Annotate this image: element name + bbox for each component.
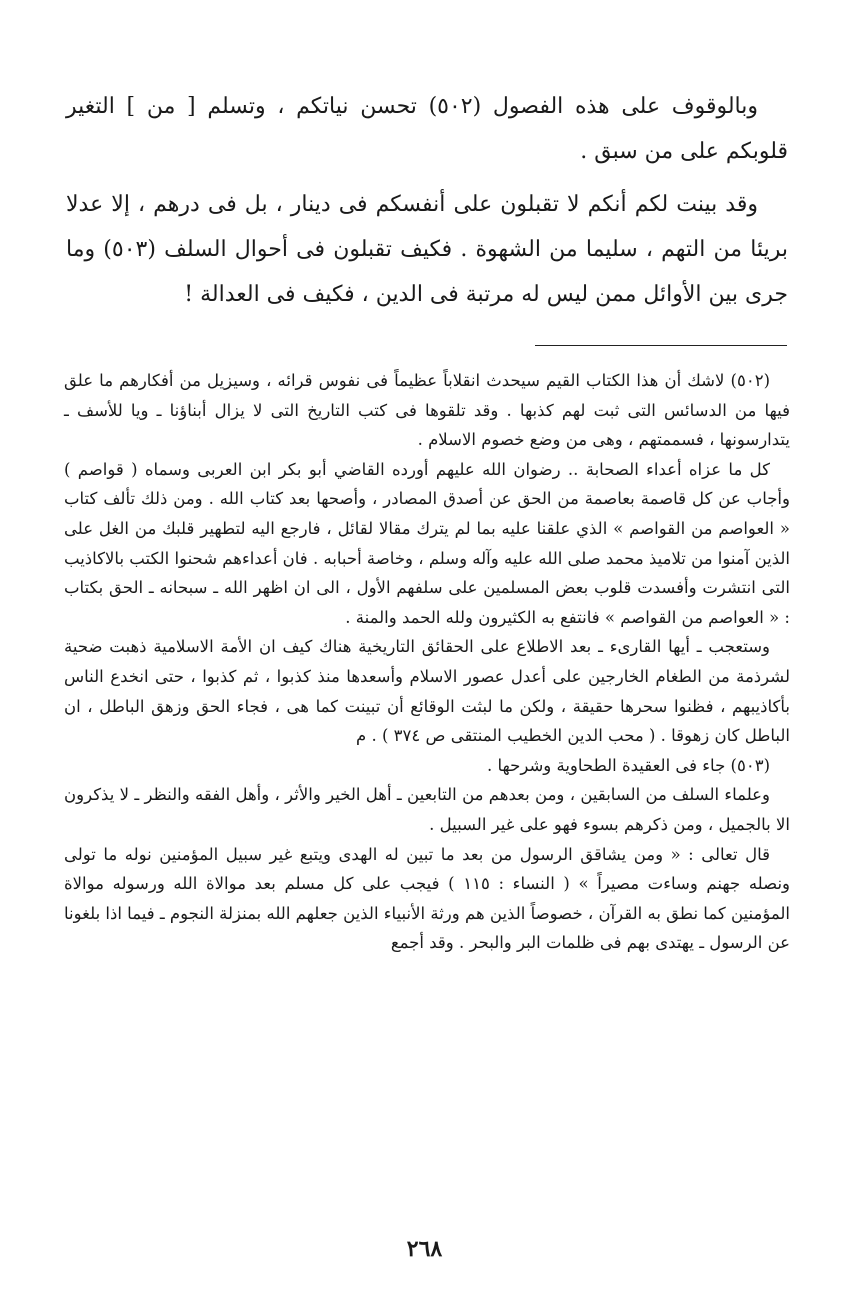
main-paragraph-2: وقد بينت لكم أنكم لا تقبلون على أنفسكم فى دينار ، بل فى درهم ، إلا عدلا بريئا من التهم ، سليما من الشهوة . فكيف تقبلون فى أحوال السلف (٥٠٣) وما جرى بين الأوائل ممن ليس له مرتبة فى الدين ، فكيف فى العدالة ! [66,192,789,307]
footnote-502-conclusion: وستعجب ـ أيها القارىء ـ بعد الاطلاع على الحقائق التاريخية هناك كيف ان الأمة الاسلامية ذهبت ضحية لشرذمة من الطغام الخارجين على أعدل عصور الاسلام وأسعدها منذ كذبوا ، ثم كذبوا ، حتى انخدع الناس بأكاذيبهم ، فظنوا سحرها حقيقة ، ولكن ما لبثت الوقائع أن تبينت كما هى ، فجاء الحق وزهق الباطل ، ان الباطل كان زهوقا . ( محب الدين الخطيب المنتقى ص ٣٧٤ ) . م [64,637,790,746]
footnotes [64,366,790,958]
page-number: ٢٦٨ [406,1236,443,1262]
footnote-502: (٥٠٢) لاشك أن هذا الكتاب القيم سيحدث انقلاباً عظيماً فى نفوس قرائه ، وسيزيل من أفكارهم ما علق فيها من الدسائس التى ثبت لهم كذبها . وقد تلقوها فى كتب التاريخ التى لا يزال أبناؤنا ـ ويا للأسف ـ يتدارسونها ، فسممتهم ، وهى من وضع خصوم الاسلام . [64,371,790,450]
main-paragraph-1: وبالوقوف على هذه الفصول (٥٠٢) تحسن نياتكم ، وتسلم [ من ] التغير قلوبكم على من سبق . [66,94,788,164]
footnote-503-salaf: وعلماء السلف من السابقين ، ومن بعدهم من التابعين ـ أهل الخير والأثر ، وأهل الفقه والنظر ـ لا يذكرون الا بالجميل ، ومن ذكرهم بسوء فهو على غير السبيل . [64,785,790,834]
footnote-502-continued: كل ما عزاه أعداء الصحابة .. رضوان الله عليهم أورده القاضي أبو بكر ابن العربى وسماه ( قواصم ) وأجاب عن كل قاصمة بعاصمة من الحق عن أصدق المصادر ، وأصحها بعد كتاب الله . ومن ذلك تألف كتاب « العواصم من القواصم » الذي علقنا عليه بما لم يترك مقالا لقائل ، فارجع اليه لتطهير قلبك من الغل على الذين آمنوا من تلاميذ محمد صلى الله عليه وآله وسلم ، وخاصة أحبابه . فان أعداءهم شحنوا الكتب بالاكاذيب التى انتشرت وأفسدت قلوب بعض المسلمين على سلفهم الأول ، الى ان اظهر الله ـ سبحانه ـ الحق بكتاب : « العواصم من القواصم » فانتفع به الكثيرون ولله الحمد والمنة . [64,459,790,627]
main-text [66,84,788,317]
footnote-503: (٥٠٣) جاء فى العقيدة الطحاوية وشرحها . [487,755,770,775]
footnote-503-quran-verse: قال تعالى : « ومن يشاقق الرسول من بعد ما تبين له الهدى ويتبع غير سبيل المؤمنين نوله ما تولى ونصله جهنم وساءت مصيراً » ( النساء : ١١٥ ) فيجب على كل مسلم بعد موالاة الله ورسوله موالاة المؤمنين كما نطق به القرآن ، خصوصاً الذين هم ورثة الأنبياء الذين جعلهم الله بمنزلة النجوم ـ فيما اذا بلغونا عن الرسول ـ يهتدى بهم فى ظلمات البر والبحر . وقد أجمع [64,844,791,953]
footnote-separator [535,345,787,346]
